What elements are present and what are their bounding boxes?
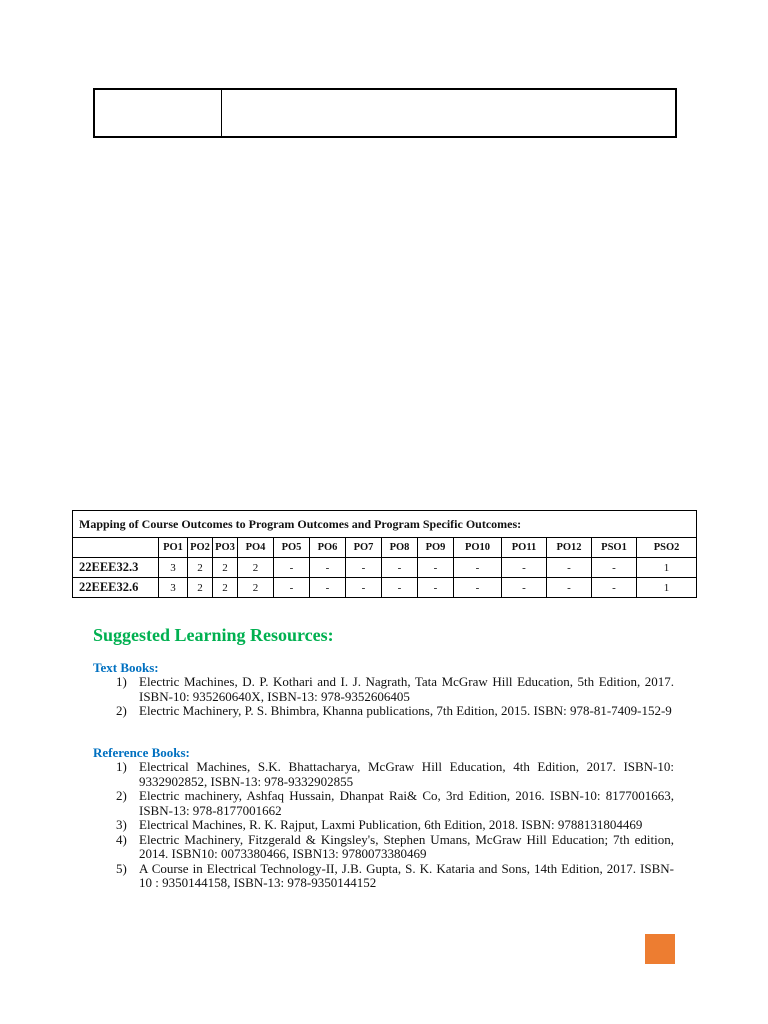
column-header: PO11 xyxy=(502,538,547,558)
list-number: 2) xyxy=(116,703,127,718)
table-cell: - xyxy=(502,578,547,598)
column-header: PO1 xyxy=(159,538,188,558)
table-cell: - xyxy=(310,578,346,598)
column-header: PO7 xyxy=(346,538,382,558)
column-header: PSO2 xyxy=(637,538,697,558)
table-cell: - xyxy=(274,558,310,578)
table-cell: - xyxy=(346,558,382,578)
book-citation: Electric Machines, D. P. Kothari and I. J. Nagrath, Tata McGraw Hill Education, 5th Edition, 2017. ISBN-10: 935260640X, ISBN-13: 978-9352606405 xyxy=(139,674,674,704)
text-books-heading: Text Books: xyxy=(93,660,159,675)
reference-book-item xyxy=(116,818,674,833)
empty-table-box xyxy=(93,88,677,138)
page-marker xyxy=(645,934,675,964)
table-cell: - xyxy=(418,558,454,578)
book-citation: Electric machinery, Ashfaq Hussain, Dhanpat Rai& Co, 3rd Edition, 2016. ISBN-10: 8177001663, ISBN-13: 978-8177001662 xyxy=(139,788,674,818)
table-cell: 1 xyxy=(637,558,697,578)
table-cell: 3 xyxy=(159,558,188,578)
row-label: 22EEE32.6 xyxy=(73,578,159,598)
table-cell: - xyxy=(547,558,592,578)
table-cell: - xyxy=(382,578,418,598)
table-cell: - xyxy=(547,578,592,598)
table-cell: 2 xyxy=(188,578,213,598)
table-cell: 2 xyxy=(238,558,274,578)
column-header: PO9 xyxy=(418,538,454,558)
text-book-item xyxy=(116,704,674,719)
table-cell: 3 xyxy=(159,578,188,598)
reference-books-heading: Reference Books: xyxy=(93,745,190,760)
reference-book-item xyxy=(116,789,674,818)
table-cell: - xyxy=(346,578,382,598)
book-citation: Electrical Machines, R. K. Rajput, Laxmi Publication, 6th Edition, 2018. ISBN: 9788131804469 xyxy=(139,817,643,832)
table-cell: - xyxy=(418,578,454,598)
table-cell: - xyxy=(454,558,502,578)
book-citation: Electrical Machines, S.K. Bhattacharya, McGraw Hill Education, 4th Edition, 2017. ISBN-10: 9332902852, ISBN-13: 978-9332902855 xyxy=(139,759,674,789)
table-cell: - xyxy=(502,558,547,578)
co-po-mapping-table xyxy=(72,510,697,598)
book-citation: Electric Machinery, P. S. Bhimbra, Khanna publications, 7th Edition, 2015. ISBN: 978-81-7409-152-9 xyxy=(139,703,672,718)
text-book-item xyxy=(116,675,674,704)
list-number: 1) xyxy=(116,674,127,689)
column-header: PO12 xyxy=(547,538,592,558)
empty-cell-left xyxy=(95,90,222,136)
table-cell: 2 xyxy=(213,578,238,598)
table-cell: - xyxy=(274,578,310,598)
column-header: PO5 xyxy=(274,538,310,558)
table-cell: - xyxy=(382,558,418,578)
empty-cell-right xyxy=(222,90,675,136)
column-header: PO2 xyxy=(188,538,213,558)
list-number: 4) xyxy=(116,831,127,847)
list-number: 1) xyxy=(116,759,127,774)
reference-books-list xyxy=(116,760,674,891)
book-citation: Electric Machinery, Fitzgerald & Kingsley's, Stephen Umans, McGraw Hill Education; 7th edition, 2014. ISBN10: 0073380466, ISBN13: 9780073380469 xyxy=(139,831,674,861)
table-cell: 2 xyxy=(238,578,274,598)
header-corner-cell xyxy=(73,538,159,558)
table-row xyxy=(73,578,697,598)
column-header: PO3 xyxy=(213,538,238,558)
list-number: 2) xyxy=(116,788,127,803)
text-books-list xyxy=(116,675,674,719)
reference-book-item xyxy=(116,862,674,891)
table-cell: - xyxy=(310,558,346,578)
row-label: 22EEE32.3 xyxy=(73,558,159,578)
book-citation: A Course in Electrical Technology-II, J.B. Gupta, S. K. Kataria and Sons, 14th Edition, 2017. ISBN-10 : 9350144158, ISBN-13: 978-9350144152 xyxy=(139,860,674,890)
column-header: PO8 xyxy=(382,538,418,558)
table-cell: 1 xyxy=(637,578,697,598)
reference-book-item xyxy=(116,833,674,862)
column-header: PO4 xyxy=(238,538,274,558)
table-cell: 2 xyxy=(188,558,213,578)
table-cell: - xyxy=(592,558,637,578)
list-number: 5) xyxy=(116,860,127,876)
column-header: PO6 xyxy=(310,538,346,558)
section-title: Suggested Learning Resources: xyxy=(93,625,334,645)
table-row xyxy=(73,558,697,578)
column-header: PSO1 xyxy=(592,538,637,558)
list-number: 3) xyxy=(116,817,127,832)
table-cell: 2 xyxy=(213,558,238,578)
table-caption: Mapping of Course Outcomes to Program Outcomes and Program Specific Outcomes: xyxy=(73,511,697,538)
reference-book-item xyxy=(116,760,674,789)
column-header: PO10 xyxy=(454,538,502,558)
table-cell: - xyxy=(454,578,502,598)
table-cell: - xyxy=(592,578,637,598)
